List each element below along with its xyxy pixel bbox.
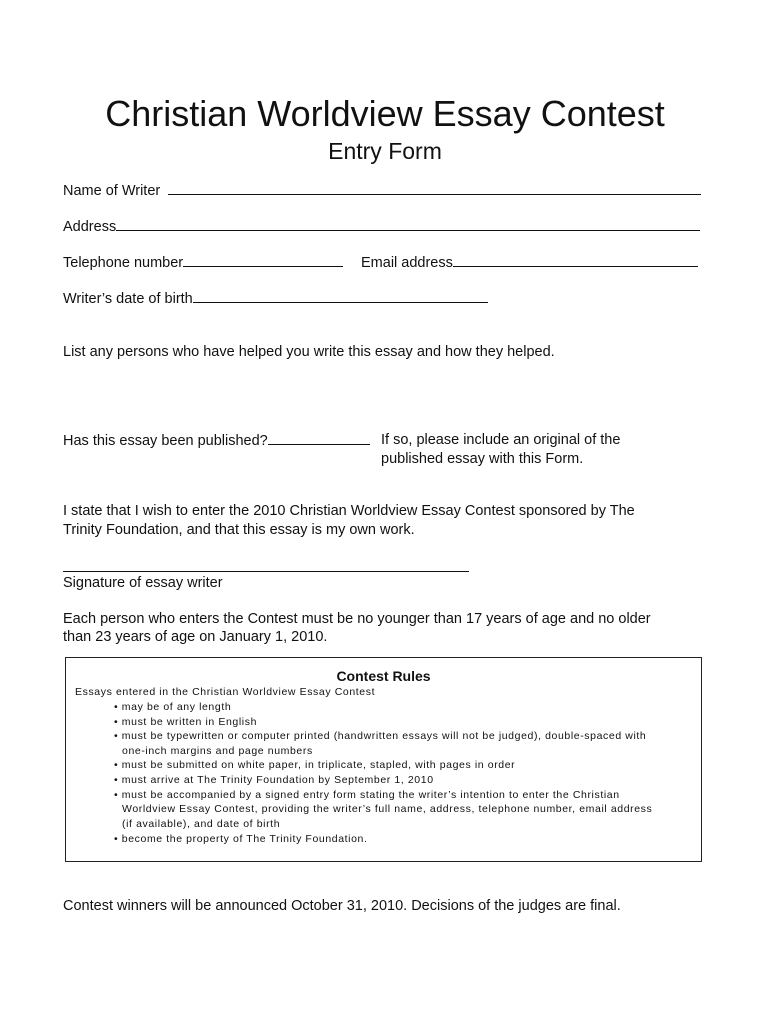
published-input-line[interactable] bbox=[268, 430, 370, 445]
dob-input-line[interactable] bbox=[193, 288, 488, 303]
name-label: Name of Writer bbox=[63, 183, 161, 199]
name-field-row bbox=[63, 180, 701, 201]
helpers-prompt: List any persons who have helped you write this essay and how they helped. bbox=[63, 344, 555, 360]
rule-item: • must be written in English bbox=[114, 716, 258, 728]
rule-item: • become the property of The Trinity Foundation. bbox=[114, 833, 368, 845]
statement-line-2: Trinity Foundation, and that this essay is my own work. bbox=[63, 522, 415, 538]
page-title: Christian Worldview Essay Contest bbox=[105, 93, 665, 134]
statement-line-1: I state that I wish to enter the 2010 Christian Worldview Essay Contest sponsored by The bbox=[63, 503, 635, 519]
address-input-line[interactable] bbox=[116, 216, 700, 231]
rule-item: • may be of any length bbox=[114, 701, 232, 713]
dob-field-row bbox=[63, 288, 488, 309]
email-input-line[interactable] bbox=[453, 252, 698, 267]
telephone-input-line[interactable] bbox=[183, 252, 343, 267]
rule-item-continuation: (if available), and date of birth bbox=[122, 818, 281, 830]
signature-line[interactable] bbox=[63, 571, 469, 572]
footer-note: Contest winners will be announced October 31, 2010. Decisions of the judges are final. bbox=[63, 898, 621, 914]
name-input-line[interactable] bbox=[168, 180, 701, 195]
signature-label: Signature of essay writer bbox=[63, 575, 223, 591]
address-label: Address bbox=[63, 219, 117, 235]
rules-intro: Essays entered in the Christian Worldview Essay Contest bbox=[75, 686, 376, 698]
telephone-field-row bbox=[63, 252, 343, 273]
rule-item: • must be typewritten or computer printed (handwritten essays will not be judged), double-spaced with bbox=[114, 730, 647, 742]
email-field-row bbox=[361, 252, 698, 273]
address-field-row bbox=[63, 216, 700, 237]
rule-item: • must arrive at The Trinity Foundation by September 1, 2010 bbox=[114, 774, 434, 786]
rule-item: • must be submitted on white paper, in triplicate, stapled, with pages in order bbox=[114, 759, 516, 771]
published-row bbox=[63, 430, 370, 451]
email-label: Email address bbox=[361, 255, 453, 271]
eligibility-line-1: Each person who enters the Contest must be no younger than 17 years of age and no older bbox=[63, 611, 651, 627]
dob-label: Writer’s date of birth bbox=[63, 291, 193, 307]
rule-item-continuation: one-inch margins and page numbers bbox=[122, 745, 313, 757]
published-note-line-1: If so, please include an original of the bbox=[381, 432, 621, 448]
published-question: Has this essay been published? bbox=[63, 433, 268, 449]
published-note-line-2: published essay with this Form. bbox=[381, 451, 584, 467]
page-subtitle: Entry Form bbox=[328, 138, 442, 164]
rule-item: • must be accompanied by a signed entry form stating the writer’s intention to enter the Christian bbox=[114, 789, 620, 801]
eligibility-line-2: than 23 years of age on January 1, 2010. bbox=[63, 629, 328, 645]
rule-item-continuation: Worldview Essay Contest, providing the writer’s full name, address, telephone number, email address bbox=[122, 803, 653, 815]
telephone-label: Telephone number bbox=[63, 255, 184, 271]
contest-rules-title: Contest Rules bbox=[336, 668, 431, 684]
